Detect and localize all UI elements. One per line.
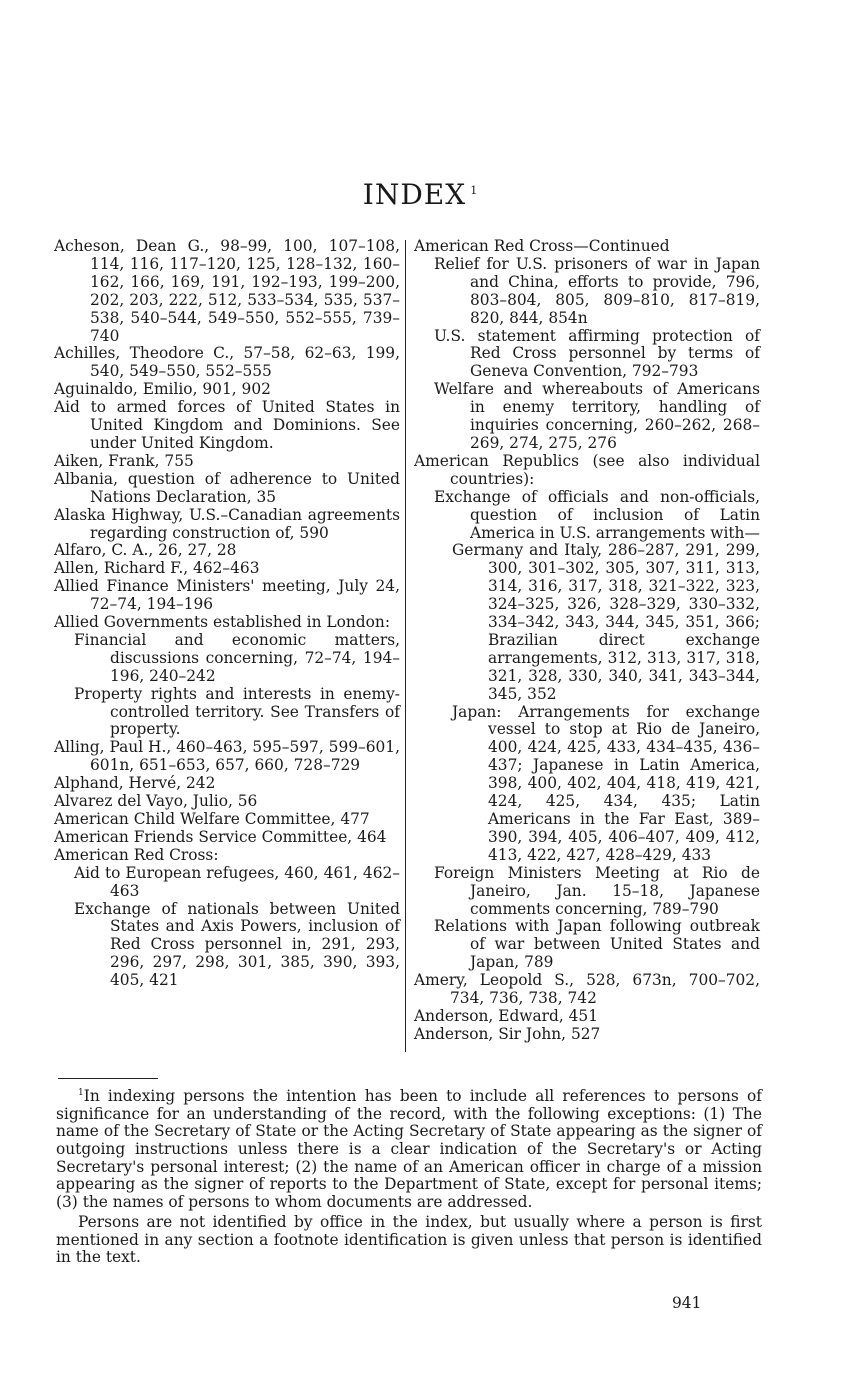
index-entry: Foreign Ministers Meeting at Rio de Janeiro, Jan. 15–18, Japanese comments concerning, 789–790 — [434, 863, 760, 918]
index-entry: Welfare and whereabouts of Americans in enemy territory, handling of inquiries concerning, 260–262, 268–269, 274, 275, 276 — [434, 380, 760, 452]
index-entry: Alaska Highway, U.S.–Canadian agreements regarding construction of, 590 — [54, 505, 400, 542]
index-entry: Allied Finance Ministers' meeting, July 24, 72–74, 194–196 — [54, 577, 400, 614]
index-entry: Property rights and interests in enemy-controlled territory. See Transfers of property. — [74, 684, 400, 739]
index-entry: Alphand, Hervé, 242 — [54, 774, 216, 793]
footnotes — [56, 1085, 762, 1270]
index-column-left — [54, 238, 400, 990]
index-entry: Alvarez del Vayo, Julio, 56 — [54, 792, 258, 811]
index-title: INDEX — [362, 178, 467, 211]
index-entry: Aguinaldo, Emilio, 901, 902 — [54, 380, 271, 399]
index-entry: Alfaro, C. A., 26, 27, 28 — [54, 541, 237, 560]
footnote-paragraph: Persons are not identified by office in the index, but usually where a person is first mentioned in any section a footnote identification is given unless that person is identified in the text. — [56, 1213, 762, 1267]
footnote-rule — [58, 1078, 158, 1079]
page-title — [0, 178, 841, 211]
index-column-right — [414, 238, 760, 1044]
footnote-paragraph — [56, 1085, 762, 1211]
index-entry: Anderson, Sir John, 527 — [414, 1024, 601, 1043]
index-entry: Germany and Italy, 286–287, 291, 299, 300, 301–302, 305, 307, 311, 313, 314, 316, 317, 318, 321–322, 323, 324–325, 326, 328–329, 330–332, 334–342, 343, 344, 345, 351, 366; Brazilian direct exchange arrangements, 312, 313, 317, 318, 321, 328, 330, 340, 341, 343–344, 345, 352 — [452, 541, 760, 703]
index-entry: Aid to armed forces of United States in United Kingdom and Dominions. See under United Kingdom. — [54, 398, 400, 452]
footnote-marker: 1 — [78, 1088, 84, 1098]
index-entry: American Red Cross—Continued — [414, 237, 670, 255]
index-entry: Aiken, Frank, 755 — [54, 451, 194, 470]
index-entry: U.S. statement affirming protection of Red Cross personnel by terms of Geneva Convention, 792–793 — [434, 326, 760, 381]
page-number: 941 — [672, 1294, 702, 1312]
index-entry: Amery, Leopold S., 528, 673n, 700–702, 734, 736, 738, 742 — [414, 971, 760, 1008]
column-divider — [405, 240, 406, 1052]
index-entry: Allied Governments established in London: — [54, 613, 391, 632]
title-footnote-mark: 1 — [470, 183, 479, 197]
index-entry: Japan: Arrangements for exchange vessel to stop at Rio de Janeiro, 400, 424, 425, 433, 434–435, 436–437; Japanese in Latin America, 398, 400, 402, 404, 418, 419, 421, 424, 425, 434, 435; Latin Americans in the Far East, 389–390, 394, 405, 406–407, 409, 412, 413, 422, 427, 428–429, 433 — [452, 702, 760, 864]
index-entry: Anderson, Edward, 451 — [414, 1006, 599, 1025]
index-entry: American Friends Service Committee, 464 — [54, 827, 387, 846]
index-entry: Alling, Paul H., 460–463, 595–597, 599–601, 601n, 651–653, 657, 660, 728–729 — [54, 738, 400, 775]
index-entry: Financial and economic matters, discussions concerning, 72–74, 194–196, 240–242 — [74, 630, 400, 685]
index-entry: Relief for U.S. prisoners of war in Japan and China, efforts to provide, 796, 803–804, 805, 809–810, 817–819, 820, 844, 854n — [434, 254, 760, 327]
index-entry: Albania, question of adherence to United Nations Declaration, 35 — [54, 469, 400, 506]
index-entry: Allen, Richard F., 462–463 — [54, 559, 260, 578]
index-entry: Aid to European refugees, 460, 461, 462–463 — [74, 863, 400, 900]
index-entry: Achilles, Theodore C., 57–58, 62–63, 199, 540, 549–550, 552–555 — [54, 344, 400, 381]
footnote-text: In indexing persons the intention has been to include all references to persons of significance for an understanding of the record, with the following exceptions: (1) The name of the Secretary of State or the Acting Secretary of State appearing as the signer of outgoing instructions unless there is a clear indication of the Secretary's or Acting Secretary's personal interest; (2) the name of an American officer in charge of a mission appearing as the signer of reports to the Department of State, except for personal items; (3) the names of persons to whom documents are addressed. — [56, 1087, 762, 1211]
index-entry: Exchange of officials and non-officials, question of inclusion of Latin America in U.S. arrangements with— — [434, 487, 760, 542]
index-entry: Exchange of nationals between United States and Axis Powers, inclusion of Red Cross personnel in, 291, 293, 296, 297, 298, 301, 385, 390, 393, 405, 421 — [74, 899, 400, 990]
index-entry: American Child Welfare Committee, 477 — [54, 810, 370, 828]
index-entry: Relations with Japan following outbreak of war between United States and Japan, 789 — [434, 917, 760, 972]
index-entry: Acheson, Dean G., 98–99, 100, 107–108, 114, 116, 117–120, 125, 128–132, 160–162, 166, 169, 191, 192–193, 199–200, 202, 203, 222, 512, 533–534, 535, 537–538, 540–544, 549–550, 552–555, 739–740 — [54, 237, 400, 345]
index-entry: American Republics (see also individual countries): — [414, 451, 760, 488]
index-entry: American Red Cross: — [54, 845, 219, 864]
